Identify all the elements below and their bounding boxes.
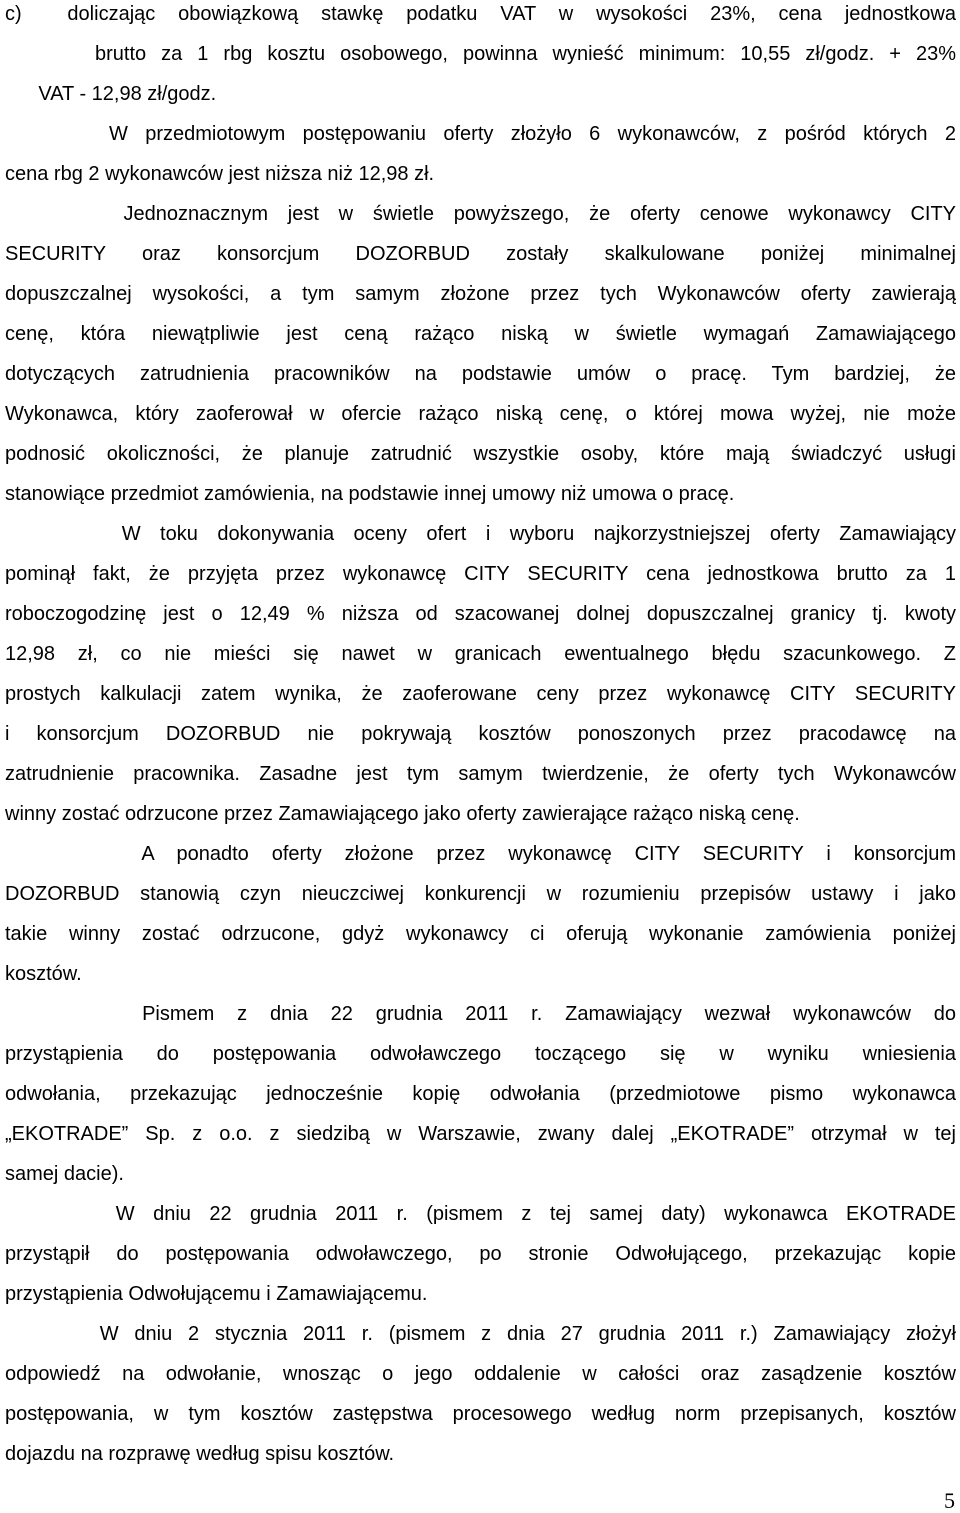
text-line: W toku dokonywania oceny ofert i wyboru najkorzystniejszej oferty Zamawiający xyxy=(5,523,956,545)
text-line: przystąpienia Odwołującemu i Zamawiającemu. xyxy=(5,1283,428,1305)
text-line: „EKOTRADE” Sp. z o.o. z siedzibą w Warszawie, zwany dalej „EKOTRADE” otrzymał w tej xyxy=(5,1123,956,1145)
text-line: c) doliczając obowiązkową stawkę podatku VAT w wysokości 23%, cena jednostkowa xyxy=(5,3,956,25)
page-number: 5 xyxy=(944,1488,955,1513)
text-line: Jednoznacznym jest w świetle powyższego, że oferty cenowe wykonawcy CITY xyxy=(5,203,956,225)
text-line: cenę, która niewątpliwie jest ceną rażąco niską w świetle wymagań Zamawiającego xyxy=(5,323,956,345)
text-line: SECURITY oraz konsorcjum DOZORBUD zostały skalkulowane poniżej minimalnej xyxy=(5,243,956,265)
text-line: przystąpił do postępowania odwoławczego, po stronie Odwołującego, przekazując kopie xyxy=(5,1243,956,1265)
text-line: W dniu 22 grudnia 2011 r. (pismem z tej samej daty) wykonawca EKOTRADE xyxy=(5,1203,956,1225)
text-line: winny zostać odrzucone przez Zamawiającego jako oferty zawierające rażąco niską cenę. xyxy=(5,803,800,825)
text-line: takie winny zostać odrzucone, gdyż wykonawcy ci oferują wykonanie zamówienia poniżej xyxy=(5,923,956,945)
text-line: dopuszczalnej wysokości, a tym samym złożone przez tych Wykonawców oferty zawierają xyxy=(5,283,956,305)
text-line: 12,98 zł, co nie mieści się nawet w granicach ewentualnego błędu szacunkowego. Z xyxy=(5,643,956,665)
text-line: kosztów. xyxy=(5,963,82,985)
text-line: dotyczących zatrudnienia pracowników na podstawie umów o pracę. Tym bardziej, że xyxy=(5,363,956,385)
text-line: Wykonawca, który zaoferował w ofercie rażąco niską cenę, o której mowa wyżej, nie może xyxy=(5,403,956,425)
text-line: podnosić okoliczności, że planuje zatrudnić wszystkie osoby, które mają świadczyć usługi xyxy=(5,443,956,465)
text-line: brutto za 1 rbg kosztu osobowego, powinna wynieść minimum: 10,55 zł/godz. + 23% xyxy=(5,43,956,65)
text-line: zatrudnienie pracownika. Zasadne jest tym samym twierdzenie, że oferty tych Wykonawców xyxy=(5,763,956,785)
text-line: odwołania, przekazując jednocześnie kopię odwołania (przedmiotowe pismo wykonawca xyxy=(5,1083,956,1105)
text-line: cena rbg 2 wykonawców jest niższa niż 12,98 zł. xyxy=(5,163,435,185)
text-line: i konsorcjum DOZORBUD nie pokrywają kosztów ponoszonych przez pracodawcę na xyxy=(5,723,956,745)
text-line: VAT - 12,98 zł/godz. xyxy=(5,83,217,105)
text-line: samej dacie). xyxy=(5,1163,124,1185)
text-line: przystąpienia do postępowania odwoławczego toczącego się w wyniku wniesienia xyxy=(5,1043,956,1065)
text-line: W dniu 2 stycznia 2011 r. (pismem z dnia 27 grudnia 2011 r.) Zamawiający złożył xyxy=(5,1323,956,1345)
text-line: stanowiące przedmiot zamówienia, na podstawie innej umowy niż umowa o pracę. xyxy=(5,483,735,505)
text-line: A ponadto oferty złożone przez wykonawcę CITY SECURITY i konsorcjum xyxy=(5,843,956,865)
text-line: roboczogodzinę jest o 12,49 % niższa od szacowanej dolnej dopuszczalnej granicy tj. kwoty xyxy=(5,603,956,625)
text-line: Pismem z dnia 22 grudnia 2011 r. Zamawiający wezwał wykonawców do xyxy=(5,1003,956,1025)
text-line: odpowiedź na odwołanie, wnosząc o jego oddalenie w całości oraz zasądzenie kosztów xyxy=(5,1363,956,1385)
text-line: pominął fakt, że przyjęta przez wykonawcę CITY SECURITY cena jednostkowa brutto za 1 xyxy=(5,563,956,585)
text-line: dojazdu na rozprawę według spisu kosztów. xyxy=(5,1443,395,1465)
text-line: postępowania, w tym kosztów zastępstwa procesowego według norm przepisanych, kosztów xyxy=(5,1403,956,1425)
text-line: DOZORBUD stanowią czyn nieuczciwej konkurencji w rozumieniu przepisów ustawy i jako xyxy=(5,883,956,905)
text-line: W przedmiotowym postępowaniu oferty złożyło 6 wykonawców, z pośród których 2 xyxy=(5,123,956,145)
text-line: prostych kalkulacji zatem wynika, że zaoferowane ceny przez wykonawcę CITY SECURITY xyxy=(5,683,956,705)
